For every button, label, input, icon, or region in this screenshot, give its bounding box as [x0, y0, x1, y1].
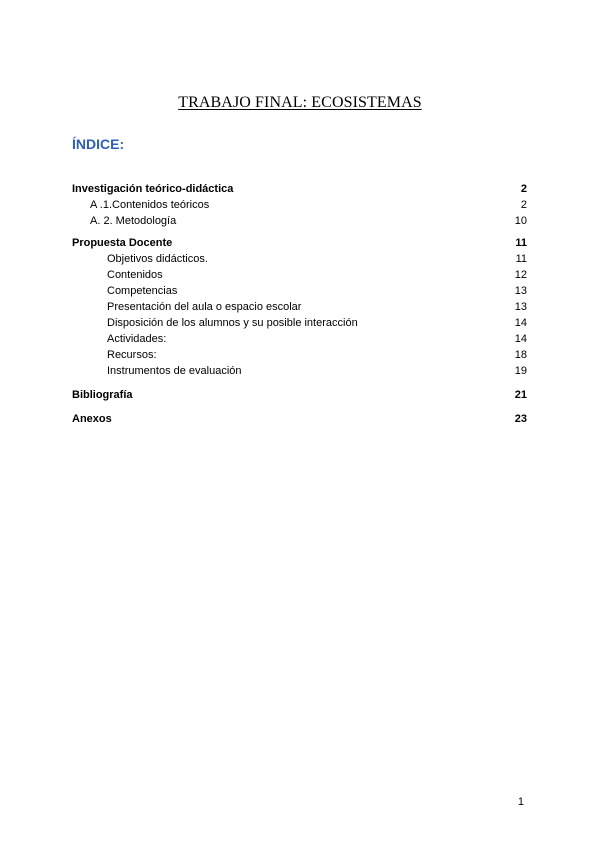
toc-entry-bibliografia	[72, 387, 527, 403]
toc-entry-label: Contenidos	[107, 269, 163, 281]
toc-entry-label: Competencias	[107, 285, 178, 297]
toc-entry-page: 21	[514, 389, 527, 401]
toc-entry-label: Objetivos didácticos.	[107, 253, 208, 265]
toc-entry-page: 23	[514, 413, 527, 425]
toc-entry-page: 14	[514, 333, 527, 345]
toc-entry-label: A .1.Contenidos teóricos	[90, 199, 210, 211]
toc-entry-page: 11	[515, 253, 527, 265]
toc-entry-disposicion-alumnos	[72, 315, 527, 331]
toc-entry-contenidos-teoricos	[72, 197, 527, 213]
toc-entry-label: Investigación teórico-didáctica	[72, 183, 234, 195]
toc-entry-label: Actividades:	[107, 333, 167, 345]
toc-entry-metodologia	[72, 213, 527, 229]
toc-entry-label: Disposición de los alumnos y su posible interacción	[107, 317, 358, 329]
toc-entry-label: Presentación del aula o espacio escolar	[107, 301, 302, 313]
toc-entry-page: 10	[514, 215, 527, 227]
toc-entry-page: 2	[520, 199, 527, 211]
toc-entry-contenidos	[72, 267, 527, 283]
toc-entry-page: 11	[515, 237, 527, 249]
toc-entry-page: 13	[514, 285, 527, 297]
toc-entry-label: Instrumentos de evaluación	[107, 365, 242, 377]
toc-entry-instrumentos-evaluacion	[72, 363, 527, 379]
toc-entry-label: A. 2. Metodología	[90, 215, 177, 227]
document-title: TRABAJO FINAL: ECOSISTEMAS	[178, 94, 422, 111]
toc-entry-objetivos	[72, 251, 527, 267]
toc-entry-actividades	[72, 331, 527, 347]
toc-entry-competencias	[72, 283, 527, 299]
index-heading: ÍNDICE:	[72, 136, 125, 152]
toc-entry-recursos	[72, 347, 527, 363]
toc-entry-propuesta-docente	[72, 235, 527, 251]
toc-entry-label: Bibliografía	[72, 389, 133, 401]
toc-entry-label: Anexos	[72, 413, 112, 425]
toc-entry-page: 2	[520, 183, 527, 195]
toc-entry-label: Propuesta Docente	[72, 237, 173, 249]
toc-entry-investigacion	[72, 181, 527, 197]
toc-entry-anexos	[72, 411, 527, 427]
page-number: 1	[517, 796, 524, 808]
toc-entry-page: 13	[514, 301, 527, 313]
toc-entry-label: Recursos:	[107, 349, 157, 361]
toc-entry-page: 18	[514, 349, 527, 361]
toc-entry-page: 14	[514, 317, 527, 329]
toc-entry-page: 19	[514, 365, 527, 377]
toc-entry-page: 12	[514, 269, 527, 281]
toc-entry-presentacion-aula	[72, 299, 527, 315]
table-of-contents	[72, 181, 527, 427]
